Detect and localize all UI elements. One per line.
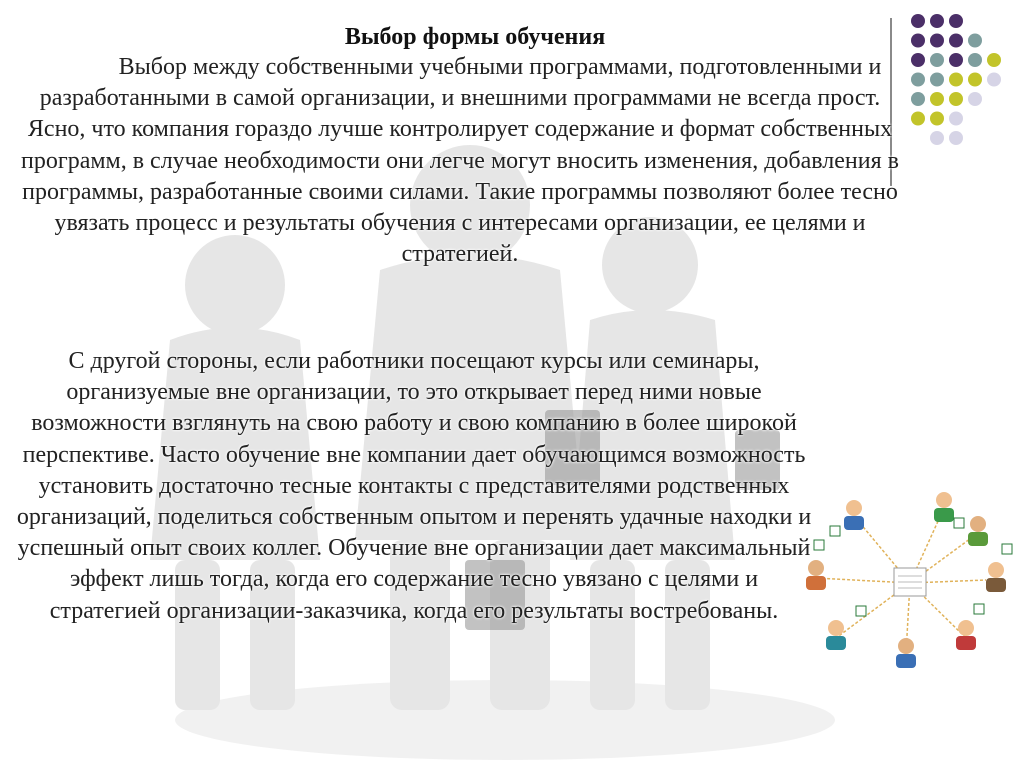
decor-dot — [949, 131, 963, 145]
slide-title: Выбор формы обучения — [344, 24, 606, 50]
decor-dot — [930, 92, 944, 106]
decor-dot — [949, 92, 963, 106]
decor-dot — [968, 34, 982, 48]
decor-dot — [930, 131, 944, 145]
decor-dot — [968, 73, 982, 87]
decor-dot — [911, 92, 925, 106]
decor-dot — [930, 73, 944, 87]
decor-dot — [949, 34, 963, 48]
paragraph-external-training: С другой стороны, если работники посещают курсы или семинары, организуемые вне организации, то это открывает перед ними новые возможности взглянуть на свою работу и свою компанию в более широкой перспективе. Часто обучение вне компании дает обучающимся возможность установить достаточно тесные контакты с представителями родственных организаций, поделиться собственным опытом и перенять удачные находки и успешный опыт своих коллег. Обучение вне организации дает максимальный эффект лишь тогда, когда его содержание тесно увязано с целями и стратегией организации-заказчика, когда его результаты востребованы. — [16, 348, 812, 624]
decor-dot — [930, 112, 944, 126]
decor-dot — [949, 73, 963, 87]
decor-dot — [911, 53, 925, 67]
decor-dot — [987, 73, 1001, 87]
decor-dot — [987, 53, 1001, 67]
decor-dot — [968, 53, 982, 67]
decor-dot — [949, 53, 963, 67]
decor-dot — [911, 112, 925, 126]
decor-dot — [949, 14, 963, 28]
decor-dot — [930, 53, 944, 67]
decor-dot — [968, 92, 982, 106]
paragraph-own-programs — [20, 52, 900, 270]
network-people-icon — [796, 488, 1024, 678]
paragraph-own-programs-text: Выбор между собственными учебными программами, подготовленными и разработанными в самой организации, и внешними программами не всегда прост. Ясно, что компания гораздо лучше контролирует содержание и формат собственных программ, в случае необходимости они легче могут вносить изменения, добавления в программы, разработанные своими силами. Такие программы позволяют более тесно увязать процесс и результаты обучения с интересами организации, ее целями и стратегией. — [21, 54, 899, 268]
decor-dot — [911, 73, 925, 87]
decor-dot — [949, 112, 963, 126]
